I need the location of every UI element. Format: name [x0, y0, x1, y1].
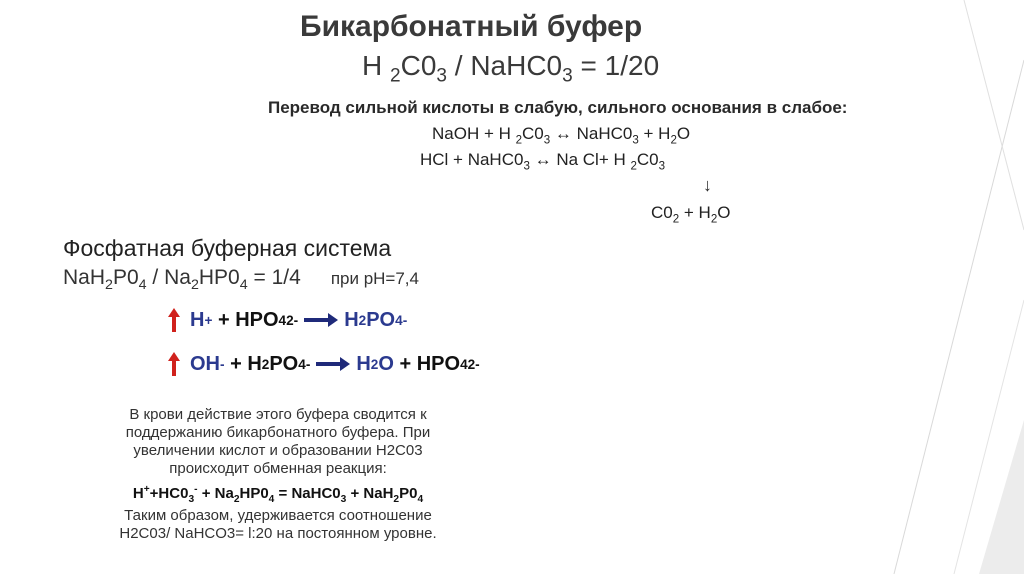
explanation-paragraph-2: Таким образом, удерживается соотношение H2C03/ NaHCO3= l:20 на постоянном уровне.: [119, 507, 437, 542]
explanation-paragraph-1: В крови действие этого буфера сводится к поддержанию бикарбонатного буфера. При увеличении кислот и образовании H2C03 происходит обменная реакция:: [125, 406, 431, 477]
blue-right-arrow-icon: [304, 313, 338, 327]
conversion-subheading: Перевод сильной кислоты в слабую, сильного основания в слабое:: [268, 98, 848, 117]
reaction-acid: H + + HPO 4 2- H 2 PO 4 -: [168, 308, 407, 332]
slide-title: Бикарбонатный буфер: [300, 10, 643, 43]
decorative-lines: [804, 0, 1024, 574]
equation-naoh: NaOH + H $_2C0_3$ ↔ $NaHC0_3 + H_2O$: [432, 124, 691, 147]
ph-note: при pH=7,4: [330, 269, 419, 288]
reaction-base: OH - + H 2 PO 4 - H 2 O + HPO 4 2-: [168, 352, 480, 376]
blue-right-arrow-icon: [316, 357, 350, 371]
equation-decomposition: $C0_2 + H_2O$: [651, 203, 731, 226]
red-up-arrow-icon: [168, 308, 180, 332]
phosphate-heading: Фосфатная буферная система: [63, 235, 392, 261]
bicarbonate-ratio: H $_2C0_3$ / $NaHC0_3 = 1/20$: [362, 50, 660, 87]
red-up-arrow-icon: [168, 352, 180, 376]
equation-hcl: HCl + $NaHC0_3$ ↔ Na Cl+ H $_2C0_3$: [420, 150, 666, 173]
exchange-equation: $H^++HC0_3^- + Na_2HP0_4$ = $NaHC0_3 + NaH_2P0_4$: [132, 484, 424, 505]
phosphate-ratio: $NaH_2P0_4 / Na_2HP0_4 = 1/4$ при pH=7,4: [63, 266, 419, 294]
down-arrow-icon: ↓: [703, 175, 712, 195]
